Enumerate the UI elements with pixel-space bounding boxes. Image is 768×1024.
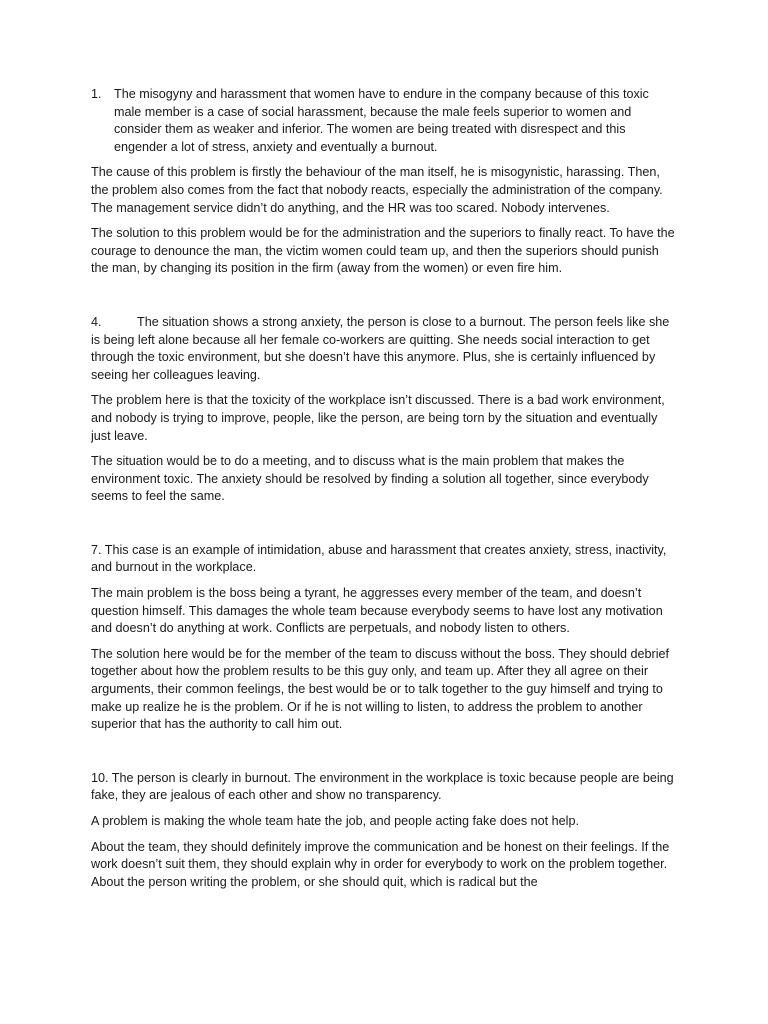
section-1 — [91, 86, 676, 278]
item-number: 1. — [91, 87, 102, 101]
section-10 — [91, 770, 676, 892]
section-4 — [91, 314, 676, 506]
paragraph: About the team, they should definitely improve the communication and be honest on their feelings. If the work doesn’t suit them, they should explain why in order for everybody to work on the problem together. About the person writing the problem, or she should quit, which is radical but the — [91, 839, 670, 889]
section-intro — [91, 314, 676, 384]
paragraph: A problem is making the whole team hate the job, and people acting fake does not help. — [91, 814, 579, 828]
paragraph: The problem here is that the toxicity of the workplace isn’t discussed. There is a bad work environment, and nobody is trying to improve, people, like the person, are being torn by the situation and eventually just leave. — [91, 393, 665, 443]
paragraph: The cause of this problem is firstly the behaviour of the man itself, he is misogynistic, harassing. Then, the problem also comes from the fact that nobody reacts, especially the administration of the company. The management service didn’t do anything, and the HR was too scared. Nobody intervenes. — [91, 165, 663, 215]
document-body — [91, 86, 676, 927]
paragraph: The situation would be to do a meeting, and to discuss what is the main problem that makes the environment toxic. The anxiety should be resolved by finding a solution all together, since everybody seems to feel the same. — [91, 454, 649, 504]
item-text: The situation shows a strong anxiety, the person is close to a burnout. The person feels like she is being left alone because all her female co-workers are quitting. She needs social interaction to get through the toxic environment, but she doesn’t have this anymore. Plus, she is certainly influenced by seeing her colleagues leaving. — [91, 314, 670, 382]
paragraph: The solution here would be for the member of the team to discuss without the boss. They should debrief together about how the problem results to be this guy only, and team up. After they all agree on their arguments, their common feelings, the best would be or to talk together to the guy himself and trying to make up realize he is the problem. Or if he is not willing to listen, to address the problem to another superior that has the authority to call him out. — [91, 646, 670, 732]
paragraph: The solution to this problem would be for the administration and the superiors to finally react. To have the courage to denounce the man, the victim women could team up, and then the superiors should punish the man, by changing its position in the firm (away from the women) or even fire him. — [91, 226, 675, 276]
section-7 — [91, 542, 676, 734]
item-text: The misogyny and harassment that women have to endure in the company because of this toxic male member is a case of social harassment, because the male feels superior to women and consider them as weaker and inferior. The women are being treated with disrespect and this engender a lot of stress, anxiety and eventually a burnout. — [114, 87, 649, 154]
section-intro: 7. This case is an example of intimidation, abuse and harassment that creates anxiety, stress, inactivity, and burnout in the workplace. — [91, 542, 667, 575]
section-intro: 10. The person is clearly in burnout. The environment in the workplace is toxic because people are being fake, they are jealous of each other and show no transparency. — [91, 770, 674, 803]
item-number: 4. — [91, 314, 102, 329]
numbered-item-1 — [91, 86, 676, 156]
paragraph: The main problem is the boss being a tyrant, he aggresses every member of the team, and doesn’t question himself. This damages the whole team because everybody seems to have lost any motivation and doesn’t do anything at work. Conflicts are perpetuals, and nobody listen to others. — [91, 586, 663, 636]
